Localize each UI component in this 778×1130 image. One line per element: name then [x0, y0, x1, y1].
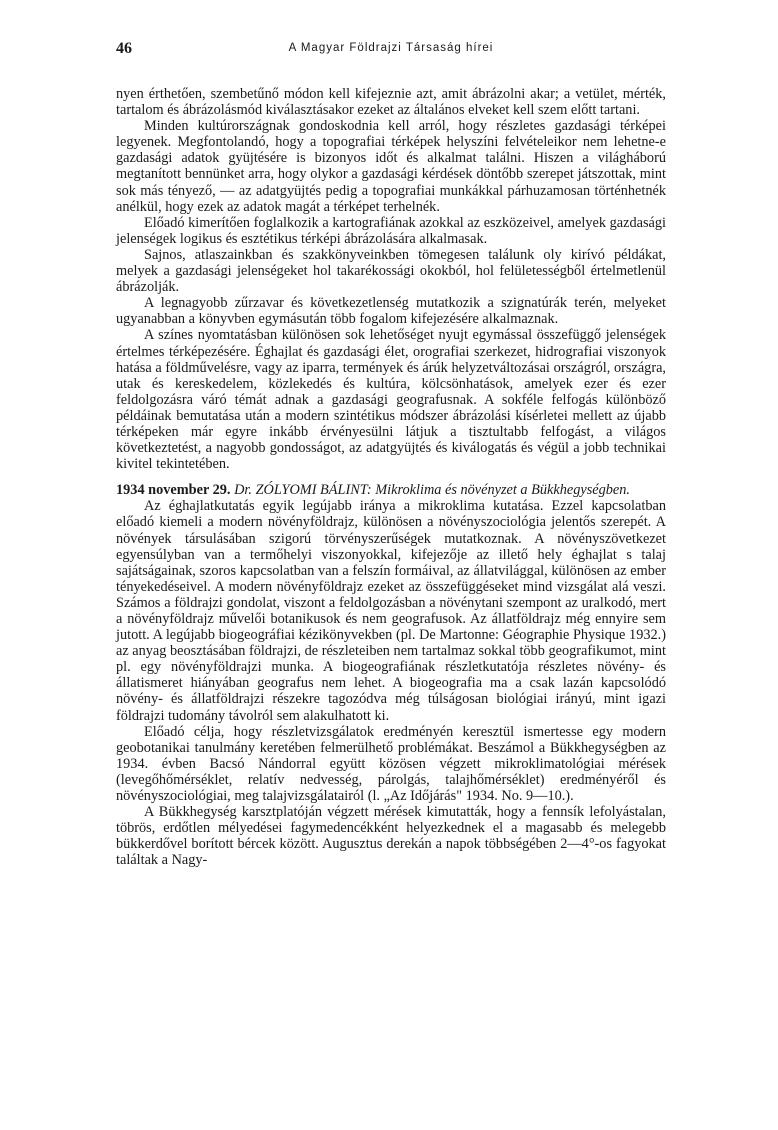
- paragraph: Előadó kimerítően foglalkozik a kartografiának azokkal az eszközeivel, amelyek gazdasági jelenségek logikus és esztétikus térképi ábrázolására alkalmasak.: [116, 214, 666, 247]
- lecture-date: 1934 november 29.: [116, 482, 231, 499]
- page-body: [116, 86, 666, 869]
- speaker-prefix: Dr.: [234, 482, 252, 499]
- paragraph: Előadó célja, hogy részletvizsgálatok eredményén keresztül ismertesse egy modern geobotanikai tanulmány keretében felmerülhető problémákat. Beszámol a Bükkhegységben az 1934. évben Bacsó Nándorral együtt közösen végzett mikroklimatológiai mérések (levegőhőmérséklet, relatív nedvesség, párolgás, talajhőmérséklet) eredményéről és növényszociológiai, meg talajvizsgálatairól (l. „Az Időjárás" 1934. No. 9—10.).: [116, 723, 666, 805]
- running-title: A Magyar Földrajzi Társaság hírei: [288, 42, 494, 54]
- lecture-title-text: Mikroklima és növényzet a Bükkhegységben.: [375, 482, 630, 499]
- page-header: [116, 40, 666, 64]
- paragraph: Az éghajlatkutatás egyik legújabb iránya a mikroklima kutatása. Ezzel kapcsolatban előadó kiemeli a modern növényföldrajz, különösen a növényszociológia jelentős szerepét. A növények társulásában szigorú törvényszerűségek mutatkoznak. A növényszövetkezet egyensúlyban van a termőhelyi viszonyokkal, kifejezője az illető hely éghajlat s talaj sajátságainak, szoros kapcsolatban van a felszín formáival, az állatvilággal, különösen az ember tényekedéseivel. A modern növényföldrajz ezeket az összefüggéseket mind vizsgálat alá veszi. Számos a földrajzi gondolat, viszont a feldolgozásban a növénytani szempont az uralkodó, mert a növényföldrajz művelői botanikusok és nem geografusok. Az állatföldrajz még ennyire sem jutott. A legújabb biogeográfiai kézikönyvekben (pl. De Martonne: Géographie Physique 1932.) az anyag beosztásában földrajzi, de részleteiben nem tartalmaz sokkal több geografikumot, mint pl. egy növényföldrajzi munka. A biogeografiának részletkutatója részletes növény- és állatismeret hiányában geografus nem lehet. A biogeografia ma a csak lazán kapcsolódó növény- és állatföldrajzi részekre tagozódva még túlságosan biológiai irányú, mint igazi földrajzi tudomány távolról sem alakulhatott ki.: [116, 498, 666, 724]
- lecture-heading: [116, 482, 666, 498]
- paragraph: nyen érthetően, szembetűnő módon kell kifejeznie azt, amit ábrázolni akar; a vetület, mérték, tartalom és ábrázolásmód kiválasztásakor ezeket az általános elveket kell szem előtt tartani.: [116, 86, 666, 119]
- paragraph: A színes nyomtatásban különösen sok lehetőséget nyujt egymással összefüggő jelenségek értelmes térképezésére. Éghajlat és gazdasági élet, orografiai szerkezet, hidrografiai viszonyok hatása a földművelésre, vagy az iparra, termények és árúk helyzetváltozásai országról, országra, utak és kereskedelem, közlekedés és kultúra, kölcsönhatások, amelyek ezer és ezer feldolgozásra váró témát adnak a gazdasági geografusnak. A sokféle felfogás különböző példáinak bemutatása után a modern szintétikus módszer ábrázolási kísérletei mellett az újabb térképeken már egyre inkább érvényesülni látjuk a tisztultabb felfogást, a világos következtetést, a nagyobb gondosságot, az adatgyüjtés és kiválogatás és végül a jobb technikai kivitel tekintetében.: [116, 327, 666, 473]
- book-page: [116, 40, 666, 869]
- paragraph: Sajnos, atlaszainkban és szakkönyveinkben tömegesen találunk oly kirívó példákat, melyek a gazdasági jelenségeket hol takarékossági okokból, hol felületességből értelmetlenül ábrázolják.: [116, 246, 666, 296]
- paragraph: Minden kultúrországnak gondoskodnia kell arról, hogy részletes gazdasági térképei legyenek. Megfontolandó, hogy a topografiai térképek helyszíni felvételeikor nem lehetne-e gazdasági adatok gyüjtésére is bizonyos időt és alkalmat találni. Hiszen a világháború megtanított bennünket arra, hogy olykor a gazdasági kérdések döntőbb szerepet játszottak, mint sok más tényező, — az adatgyüjtés pedig a topografiai munkákkal párhuzamosan történhetnék anélkül, hogy ezek az adatok magát a térképet terhelnék.: [116, 118, 666, 215]
- page-number: 46: [116, 40, 132, 57]
- paragraph: A legnagyobb zűrzavar és következetlenség mutatkozik a szignatúrák terén, melyeket ugyanabban a könyvben egymásután több fogalom kifejezésére alkalmaznak.: [116, 295, 666, 328]
- paragraph: A Bükkhegység karsztplatóján végzett mérések kimutatták, hogy a fennsík lefolyástalan, töbrös, erdőtlen mélyedései fagymedencékként helyezkednek el a magasabb és melegebb bükkerdővel borított bércek között. Augusztus derekán a napok többségében 2—4°-os fagyokat találtak a Nagy-: [116, 804, 666, 869]
- speaker-name: ZÓLYOMI BÁLINT:: [255, 482, 372, 499]
